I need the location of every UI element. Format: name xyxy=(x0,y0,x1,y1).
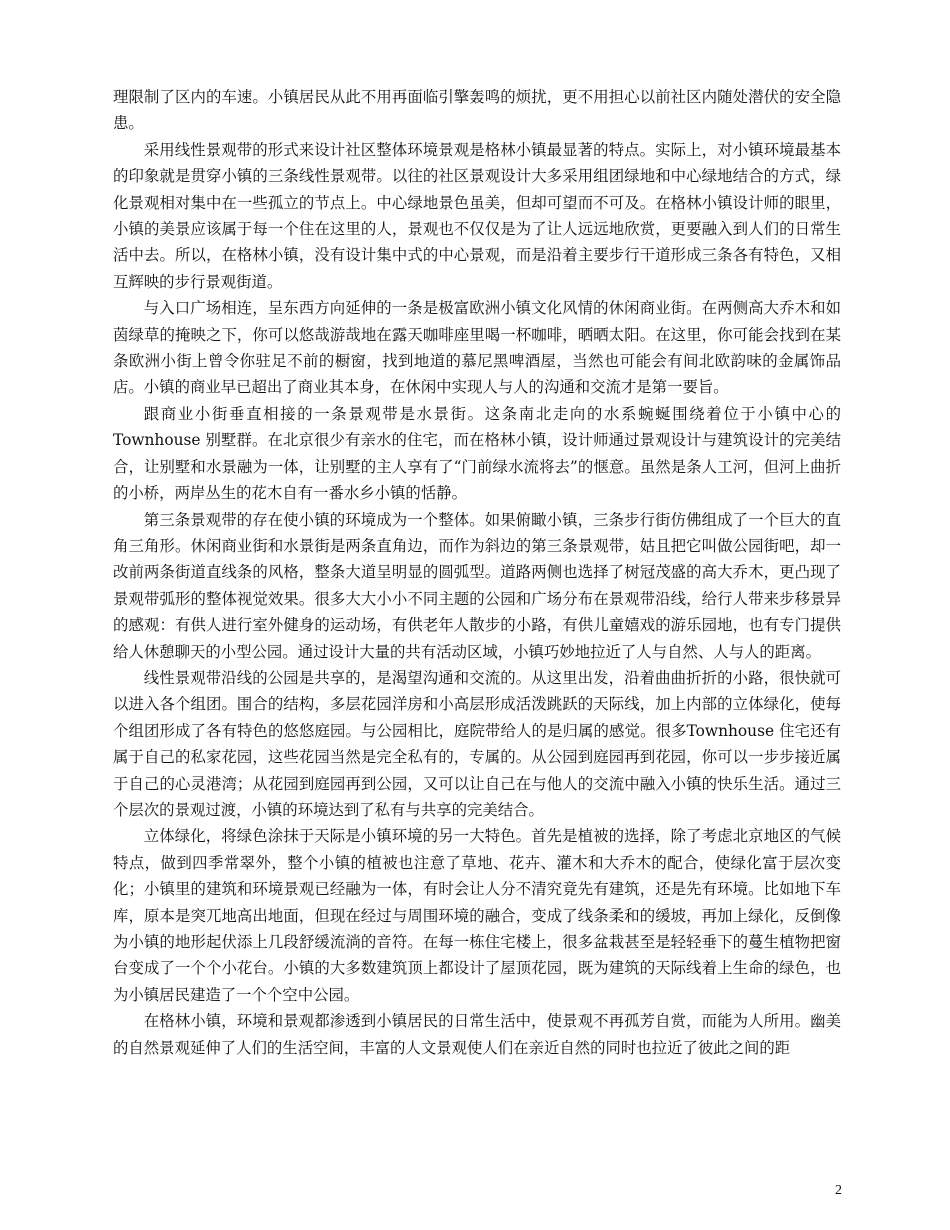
paragraph-vertical-greening: 立体绿化，将绿色涂抹于天际是小镇环境的另一大特色。首先是植被的选择，除了考虑北京地区的气候特点，做到四季常翠外，整个小镇的植被也注意了草地、花卉、灌木和大乔木的配合，使绿化富于层次变化；小镇里的建筑和环境景观已经融为一体，有时会让人分不清究竟先有建筑，还是先有环境。比如地下车库，原本是突兀地高出地面，但现在经过与周围环境的融合，变成了线条柔和的缓坡，再加上绿化，反倒像为小镇的地形起伏添上几段舒缓流淌的音符。在每一栋住宅楼上，很多盆栽甚至是轻轻垂下的蔓生植物把窗台变成了一个个小花台。小镇的大多数建筑顶上都设计了屋顶花园，既为建筑的天际线着上生命的绿色，也为小镇居民建造了一个个空中公园。 xyxy=(113,827,841,1004)
page-number: 2 xyxy=(835,1183,842,1198)
body-text xyxy=(113,84,841,1061)
paragraph-park-street: 第三条景观带的存在使小镇的环境成为一个整体。如果俯瞰小镇，三条步行街仿佛组成了一个巨大的直角三角形。休闲商业街和水景街是两条直角边，而作为斜边的第三条景观带，姑且把它叫做公园街吧，却一改前两条街道直线条的风格，整条大道呈明显的圆弧型。道路两侧也选择了树冠茂盛的高大乔木，更凸现了景观带弧形的整体视觉效果。很多大大小小不同主题的公园和广场分布在景观带沿线，给行人带来步移景异的感观：有供人进行室外健身的运动场，有供老年人散步的小路，有供儿童嬉戏的游乐园地，也有专门提供给人休憩聊天的小型公园。通过设计大量的共有活动区域，小镇巧妙地拉近了人与自然、人与人的距离。 xyxy=(113,510,841,661)
paragraph-linear-landscape: 采用线性景观带的形式来设计社区整体环境景观是格林小镇最显著的特点。实际上，对小镇环境最基本的印象就是贯穿小镇的三条线性景观带。以往的社区景观设计大多采用组团绿地和中心绿地结合的方式，绿化景观相对集中在一些孤立的节点上。中心绿地景色虽美，但却可望而不可及。在格林小镇设计师的眼里，小镇的美景应该属于每一个住在这里的人，景观也不仅仅是为了让人远远地欣赏，更要融入到人们的日常生活中去。所以，在格林小镇，没有设计集中式的中心景观，而是沿着主要步行干道形成三条各有特色，又相互辉映的步行景观街道。 xyxy=(113,140,841,291)
paragraph-closing: 在格林小镇，环境和景观都渗透到小镇居民的日常生活中，使景观不再孤芳自赏，而能为人所用。幽美的自然景观延伸了人们的生活空间，丰富的人文景观使人们在亲近自然的同时也拉近了彼此之间的距 xyxy=(113,1012,841,1057)
paragraph-continuation: 理限制了区内的车速。小镇居民从此不用再面临引擎轰鸣的烦扰，更不用担心以前社区内随处潜伏的安全隐患。 xyxy=(113,88,841,133)
paragraph-shared-parks: 线性景观带沿线的公园是共享的，是渴望沟通和交流的。从这里出发，沿着曲曲折折的小路，很快就可以进入各个组团。围合的结构，多层花园洋房和小高层形成活泼跳跃的天际线，加上内部的立体绿化，使每个组团形成了各有特色的悠悠庭园。与公园相比，庭院带给人的是归属的感觉。很多Townhouse 住宅还有属于自己的私家花园，这些花园当然是完全私有的，专属的。从公园到庭园再到花园，你可以一步步接近属于自己的心灵港湾；从花园到庭园再到公园，又可以让自己在与他人的交流中融入小镇的快乐生活。通过三个层次的景观过渡，小镇的环境达到了私有与共享的完美结合。 xyxy=(113,668,841,819)
paragraph-water-street: 跟商业小街垂直相接的一条景观带是水景街。这条南北走向的水系蜿蜒围绕着位于小镇中心的Townhouse 别墅群。在北京很少有亲水的住宅，而在格林小镇，设计师通过景观设计与建筑设计的完美结合，让别墅和水景融为一体，让别墅的主人享有了“门前绿水流将去”的惬意。虽然是条人工河，但河上曲折的小桥，两岸丛生的花木自有一番水乡小镇的恬静。 xyxy=(113,404,841,503)
paragraph-commercial-street: 与入口广场相连，呈东西方向延伸的一条是极富欧洲小镇文化风情的休闲商业街。在两侧高大乔木和如茵绿草的掩映之下，你可以悠哉游哉地在露天咖啡座里喝一杯咖啡，晒晒太阳。在这里，你可能会找到在某条欧洲小街上曾令你驻足不前的橱窗，找到地道的慕尼黑啤酒屋，当然也可能会有间北欧韵味的金属饰品店。小镇的商业早已超出了商业其本身，在休闲中实现人与人的沟通和交流才是第一要旨。 xyxy=(113,299,841,397)
